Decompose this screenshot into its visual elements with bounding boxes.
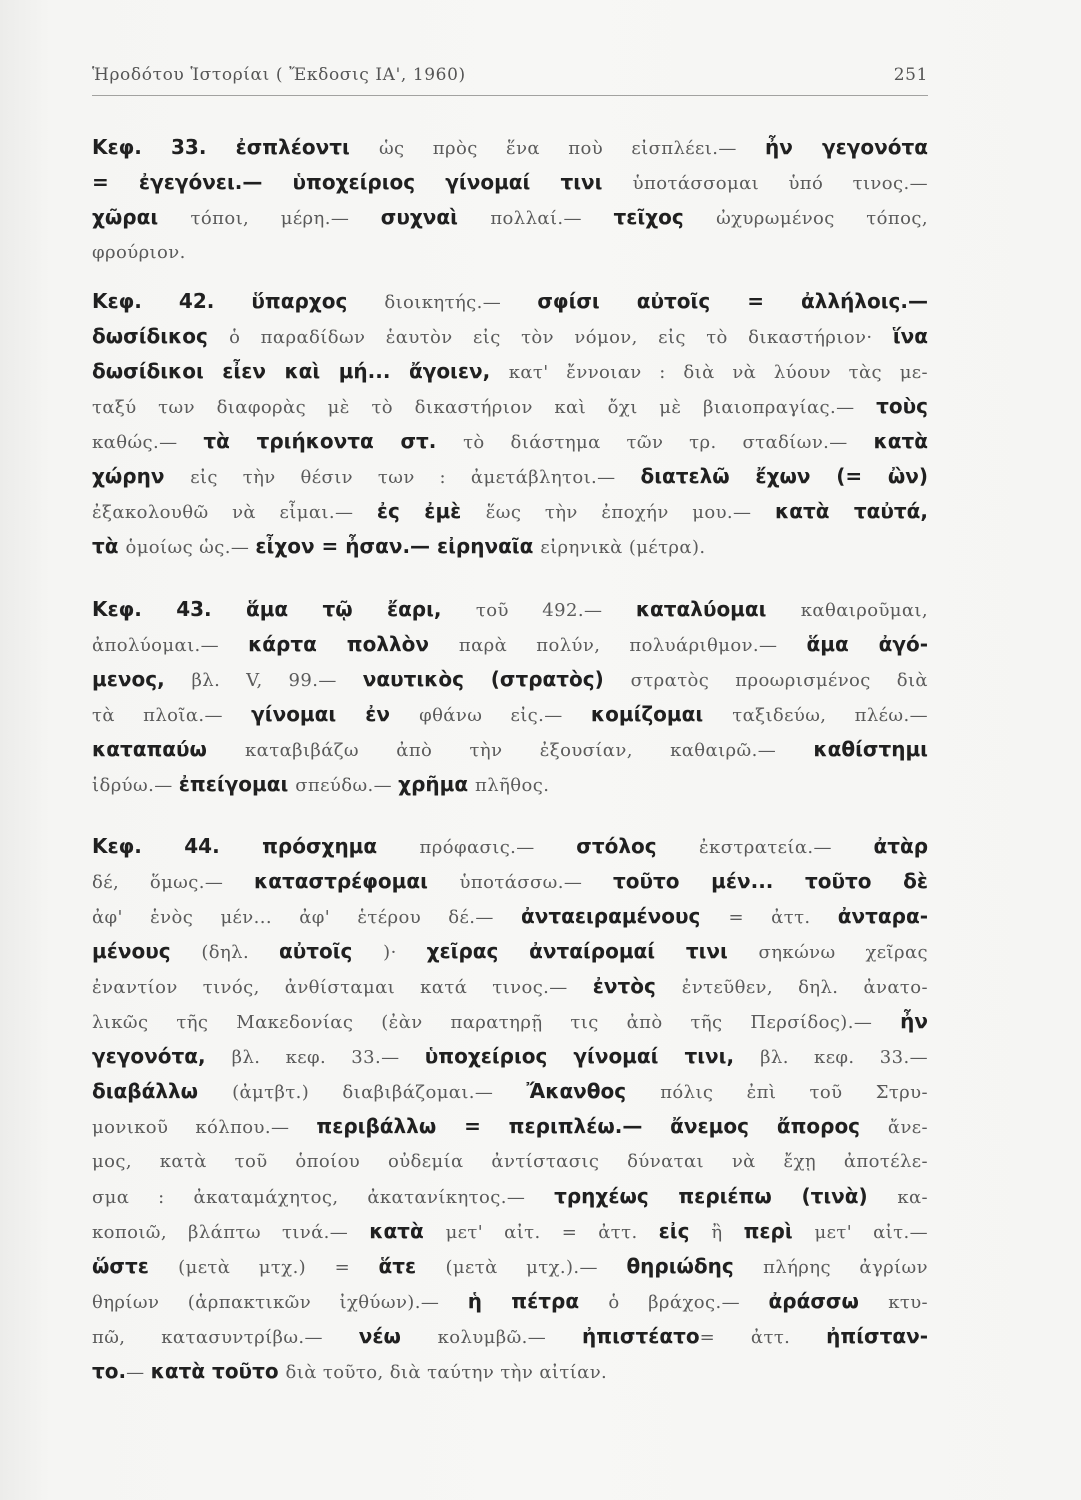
gloss-text: (ἀμτβτ.) διαβιβάζομαι.— (232, 1082, 527, 1103)
text-line (92, 424, 928, 459)
text-line (92, 899, 928, 934)
text-line (92, 697, 928, 732)
headword: πρόσχημα (262, 834, 420, 858)
headword: ἀνταειραμένους (520, 904, 729, 928)
chapter-label: Κεφ. 42. (92, 289, 252, 313)
headword: ἵνα (892, 324, 928, 348)
headword: κατὰ (369, 1219, 446, 1243)
header-rule (92, 95, 928, 96)
headword: αὐτοῖς (279, 939, 384, 963)
headword: νέω (358, 1324, 438, 1348)
headword: = ἐγεγόνει.— ὑποχείριος γίνομαί τινι (92, 170, 633, 194)
headword: ἀνταρα- (837, 904, 928, 928)
text-line (92, 627, 928, 662)
chapter-42-notes (92, 284, 928, 564)
headword: διατελῶ ἔχων (= ὢν) (640, 464, 928, 488)
text-line (92, 389, 928, 424)
text-line (92, 732, 928, 767)
text-line (92, 354, 928, 389)
headword: ὑποχείριος γίνομαί τινι, (424, 1044, 761, 1068)
gloss-text: καταβιβάζω ἀπὸ τὴν ἐξουσίαν, καθαιρῶ.— (245, 740, 814, 761)
chapter-44-notes (92, 829, 928, 1389)
gloss-text: ἢ (711, 1222, 744, 1243)
headword: τοῦτο μέν... τοῦτο δὲ (613, 869, 929, 893)
gloss-text: κα- (897, 1187, 929, 1208)
chapter-label: Κεφ. 44. (92, 834, 263, 858)
text-line (92, 1249, 928, 1284)
gloss-text: πλήρης ἀγρίων (763, 1257, 928, 1278)
headword: τοὺς (876, 394, 928, 418)
headword: ἅτε (378, 1254, 446, 1278)
headword: γεγονότα, (92, 1044, 232, 1068)
text-line (92, 767, 928, 802)
headword: περιβάλλω = περιπλέω.— ἄνεμος ἄπορος (316, 1114, 888, 1138)
headword: χῶραι (92, 205, 191, 229)
headword: μένους (92, 939, 202, 963)
running-title: Ἡροδότου Ἱστορίαι ( Ἔκδοσις ΙΑ', 1960) (92, 65, 466, 85)
chapter-label: Κεφ. 33. (92, 135, 236, 159)
gloss-text: φθάνω εἰς.— (419, 705, 591, 726)
gloss-text: = ἀττ. (699, 1327, 827, 1348)
headword: μενος, (92, 667, 192, 691)
gloss-text: βλ. κεφ. 33.— (231, 1047, 425, 1068)
text-line (92, 1214, 928, 1249)
gloss-text: καθαιροῦμαι, (800, 600, 929, 621)
gloss-text: κολυμβῶ.— (437, 1327, 583, 1348)
headword: γίνομαι ἐν (251, 702, 420, 726)
headword: τρηχέως περιέπω (τινὰ) (554, 1184, 898, 1208)
gloss-text: = ἀττ. (728, 907, 838, 928)
gloss-text: μος, κατὰ τοῦ ὁποίου οὐδεμία ἀντίστασις δύναται νὰ ἔχῃ ἀποτέλε- (92, 1151, 928, 1172)
headword: ὕπαρχος (251, 289, 385, 313)
text-line (92, 592, 928, 627)
headword: ἅμα τῷ ἔαρι, (245, 597, 476, 621)
headword: εἰς (658, 1219, 712, 1243)
headword: ναυτικὸς (στρατὸς) (362, 667, 631, 691)
headword: ἀτὰρ (873, 834, 929, 858)
text-line (92, 662, 928, 697)
gloss-text: εἰρηνικὰ (μέτρα). (540, 537, 706, 558)
text-line (92, 200, 928, 235)
headword: διαβάλλω (92, 1079, 233, 1103)
headword: τεῖχος (613, 205, 717, 229)
headword: θηριώδης (626, 1254, 764, 1278)
headword: καθίστημι (813, 737, 928, 761)
gloss-text: πῶ, κατασυντρίβω.— (92, 1327, 359, 1348)
text-line (92, 1144, 928, 1179)
gloss-text: κοποιῶ, βλάπτω τινά.— (92, 1222, 370, 1243)
text-line (92, 1039, 928, 1074)
gloss-text: πόλις ἐπὶ τοῦ Στρυ- (660, 1082, 928, 1103)
headword: συχναὶ (380, 205, 491, 229)
headword: κατὰ (873, 429, 928, 453)
headword: καταλύομαι (635, 597, 801, 621)
running-header (92, 62, 928, 88)
gloss-text: πλῆθος. (475, 775, 550, 796)
headword: ἀράσσω (768, 1289, 889, 1313)
headword: ἦν γεγονότα (765, 135, 928, 159)
gloss-text: ταξιδεύω, πλέω.— (732, 705, 928, 726)
gloss-text: σηκώνω χεῖρας (758, 942, 928, 963)
gloss-text: ἐντεῦθεν, δηλ. ἀνατο- (681, 977, 928, 998)
headword: δωσίδικοι εἶεν καὶ μή... ἄγοιεν, (92, 359, 509, 383)
text-line (92, 130, 928, 165)
gloss-text: εἰς τὴν θέσιν των : ἀμετάβλητοι.— (190, 467, 641, 488)
gloss-text: ταξύ των διαφορὰς μὲ τὸ δικαστήριον καὶ ὄχι μὲ βιαιοπραγίας.— (92, 397, 877, 418)
headword: δωσίδικος (92, 324, 230, 348)
gloss-text: κατ' ἔννοιαν : διὰ νὰ λύουν τὰς με- (508, 362, 928, 383)
gloss-text: ἀφ' ἑνὸς μέν... ἀφ' ἑτέρου δέ.— (92, 907, 521, 928)
headword: το. (92, 1359, 127, 1383)
text-line (92, 165, 928, 200)
headword: καταπαύω (92, 737, 246, 761)
gloss-text: ὁ βράχος.— (608, 1292, 769, 1313)
gloss-text: ἕως τὴν ἐποχήν μου.— (485, 502, 776, 523)
gloss-text: διοικητής.— (384, 292, 538, 313)
headword: κομίζομαι (590, 702, 733, 726)
gloss-text: κτυ- (888, 1292, 929, 1313)
text-line (92, 934, 928, 969)
gloss-text: τὸ διάστημα τῶν τρ. σταδίων.— (463, 432, 874, 453)
gloss-text: βλ. V, 99.— (191, 670, 363, 691)
headword: τὰ τριήκοντα στ. (203, 429, 464, 453)
headword: εἶχον = ἦσαν.— εἰρηναῖα (255, 534, 541, 558)
text-line (92, 1179, 928, 1214)
headword: ἠπίσταν- (826, 1324, 928, 1348)
text-line (92, 319, 928, 354)
text-line (92, 235, 928, 270)
gloss-text: ἄνε- (887, 1117, 928, 1138)
headword: ἐπείγομαι (178, 772, 296, 796)
chapter-43-notes (92, 592, 928, 802)
headword: κατὰ τοῦτο (150, 1359, 286, 1383)
gloss-text: (δηλ. (201, 942, 280, 963)
gloss-text: τόποι, μέρη.— (190, 208, 381, 229)
gloss-text: βλ. κεφ. 33.— (760, 1047, 928, 1068)
text-line (92, 1074, 928, 1109)
gloss-text: σμα : ἀκαταμάχητος, ἀκατανίκητος.— (92, 1187, 555, 1208)
gloss-text: ὡς πρὸς ἕνα ποὺ εἰσπλέει.— (378, 138, 766, 159)
gloss-text: ὁμοίως ὡς.— (125, 537, 256, 558)
gloss-text: δέ, ὅμως.— (92, 872, 255, 893)
headword: ἐντὸς (592, 974, 682, 998)
gloss-text: — (126, 1362, 151, 1383)
gloss-text: μετ' αἰτ.— (814, 1222, 928, 1243)
gloss-text: ὠχυρωμένος τόπος, (716, 208, 928, 229)
gloss-text: πρόφασις.— (419, 837, 577, 858)
headword: ὥστε (92, 1254, 179, 1278)
chapter-label: Κεφ. 43. (92, 597, 246, 621)
headword: κατὰ ταὐτά, (775, 499, 928, 523)
gloss-text: τὰ πλοῖα.— (92, 705, 252, 726)
gloss-text: ὑποτάσσομαι ὑπό τινος.— (632, 173, 928, 194)
text-line (92, 459, 928, 494)
headword: ἅμα ἀγό- (806, 632, 928, 656)
gloss-text: ἐξακολουθῶ νὰ εἶμαι.— (92, 502, 377, 523)
gloss-text: (μετὰ μτχ.).— (445, 1257, 627, 1278)
gloss-text: μονικοῦ κόλπου.— (92, 1117, 317, 1138)
text-line (92, 1004, 928, 1039)
headword: καταστρέφομαι (254, 869, 460, 893)
text-line (92, 829, 928, 864)
gloss-text: λικῶς τῆς Μακεδονίας (ἐὰν παρατηρῇ τις ἀπὸ τῆς Περσίδος).— (92, 1012, 901, 1033)
gloss-text: μετ' αἰτ. = ἀττ. (445, 1222, 659, 1243)
gloss-text: πολλαί.— (490, 208, 614, 229)
headword: ἐσπλέοντι (235, 135, 379, 159)
gloss-text: τοῦ 492.— (475, 600, 636, 621)
headword: ἐς ἐμὲ (376, 499, 486, 523)
headword: χώρην (92, 464, 191, 488)
gloss-text: φρούριον. (92, 242, 186, 263)
gloss-text: )· (383, 942, 427, 963)
headword: τὰ (92, 534, 126, 558)
headword: περὶ (743, 1219, 815, 1243)
text-line (92, 1354, 928, 1389)
gloss-text: ἐναντίον τινός, ἀνθίσταμαι κατά τινος.— (92, 977, 593, 998)
gloss-text: διὰ τοῦτο, διὰ ταύτην τὴν αἰτίαν. (285, 1362, 608, 1383)
gloss-text: ὑποτάσσω.— (459, 872, 614, 893)
text-line (92, 1319, 928, 1354)
gloss-text: στρατὸς προωρισμένος διὰ (630, 670, 928, 691)
gloss-text: ὁ παραδίδων ἑαυτὸν εἰς τὸν νόμον, εἰς τὸ δικαστήριον· (229, 327, 893, 348)
gloss-text: σπεύδω.— (295, 775, 399, 796)
headword: χεῖρας ἀνταίρομαί τινι (426, 939, 759, 963)
gloss-text: ἱδρύω.— (92, 775, 179, 796)
gloss-text: θηρίων (ἁρπακτικῶν ἰχθύων).— (92, 1292, 468, 1313)
text-line (92, 1109, 928, 1144)
headword: κάρτα πολλὸν (248, 632, 459, 656)
text-line (92, 529, 928, 564)
text-line (92, 284, 928, 319)
headword: σφίσι αὐτοῖς = ἀλλήλοις.— (537, 289, 928, 313)
text-line (92, 494, 928, 529)
gloss-text: ἀπολύομαι.— (92, 635, 249, 656)
text-line (92, 969, 928, 1004)
headword: χρῆμα (398, 772, 476, 796)
headword: ἠπιστέατο (582, 1324, 700, 1348)
headword: ἦν (900, 1009, 928, 1033)
text-line (92, 1284, 928, 1319)
headword: ἡ πέτρα (467, 1289, 609, 1313)
gloss-text: καθώς.— (92, 432, 204, 453)
gloss-text: (μετὰ μτχ.) = (178, 1257, 379, 1278)
text-line (92, 864, 928, 899)
gloss-text: ἐκστρατεία.— (699, 837, 874, 858)
headword: Ἄκανθος (526, 1079, 661, 1103)
chapter-33-notes (92, 130, 928, 270)
headword: στόλος (576, 834, 699, 858)
page-number: 251 (893, 65, 928, 85)
gloss-text: παρὰ πολύν, πολυάριθμον.— (458, 635, 807, 656)
